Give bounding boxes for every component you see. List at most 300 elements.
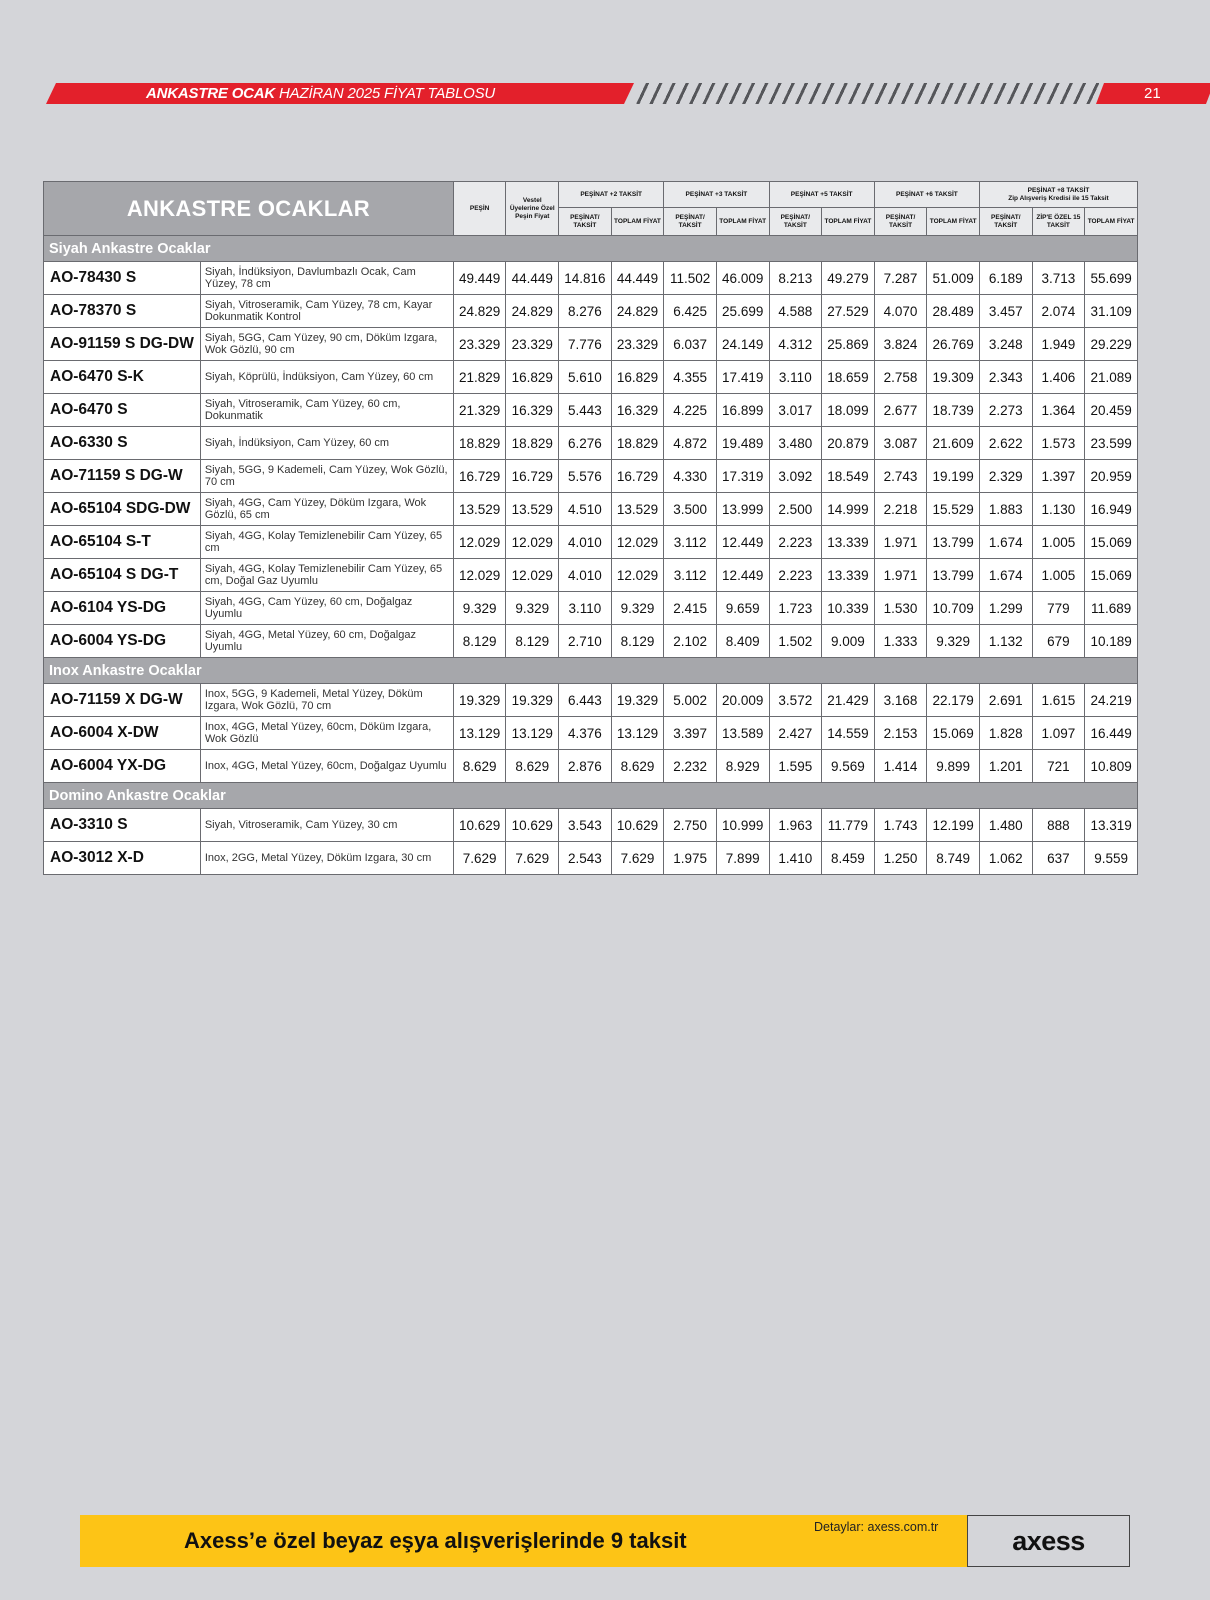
model-description: Siyah, 4GG, Cam Yüzey, Döküm Izgara, Wok Gözlü, 65 cm: [200, 493, 453, 526]
price-cell: 1.005: [1032, 559, 1085, 592]
price-cell: 7.287: [874, 262, 927, 295]
price-cell: 7.899: [716, 842, 769, 875]
price-cell: 2.218: [874, 493, 927, 526]
price-cell: 1.062: [979, 842, 1032, 875]
price-cell: 6.276: [559, 427, 612, 460]
price-cell: 779: [1032, 592, 1085, 625]
price-cell: 3.480: [769, 427, 822, 460]
header-title-bold: ANKASTRE OCAK: [146, 85, 276, 102]
price-cell: 4.070: [874, 295, 927, 328]
price-cell: 8.629: [611, 750, 664, 783]
price-cell: 10.629: [506, 809, 559, 842]
model-description: Siyah, Köprülü, İndüksiyon, Cam Yüzey, 60 cm: [200, 361, 453, 394]
price-cell: 16.899: [716, 394, 769, 427]
sub-zip-15-taksit: ZİP'E ÖZEL 15 TAKSİT: [1032, 208, 1085, 236]
price-cell: 679: [1032, 625, 1085, 658]
price-cell: 2.273: [979, 394, 1032, 427]
table-row: [44, 625, 1138, 658]
table-row: [44, 361, 1138, 394]
col-pesin: PEŞİN: [453, 182, 506, 236]
price-cell: 3.500: [664, 493, 717, 526]
price-cell: 11.779: [822, 809, 875, 842]
price-cell: 4.355: [664, 361, 717, 394]
price-cell: 6.037: [664, 328, 717, 361]
price-cell: 18.739: [927, 394, 980, 427]
price-cell: 1.414: [874, 750, 927, 783]
price-cell: 8.409: [716, 625, 769, 658]
price-cell: 44.449: [506, 262, 559, 295]
price-cell: 5.002: [664, 684, 717, 717]
price-cell: 1.674: [979, 526, 1032, 559]
price-cell: 7.776: [559, 328, 612, 361]
price-cell: 9.329: [927, 625, 980, 658]
price-cell: 3.092: [769, 460, 822, 493]
footer-banner: [80, 1515, 1130, 1567]
table-row: [44, 460, 1138, 493]
price-cell: 3.713: [1032, 262, 1085, 295]
price-cell: 8.276: [559, 295, 612, 328]
price-cell: 3.168: [874, 684, 927, 717]
price-cell: 17.419: [716, 361, 769, 394]
price-cell: 1.502: [769, 625, 822, 658]
model-description: Siyah, Vitroseramik, Cam Yüzey, 60 cm, Dokunmatik: [200, 394, 453, 427]
price-cell: 20.009: [716, 684, 769, 717]
price-cell: 721: [1032, 750, 1085, 783]
price-cell: 8.629: [453, 750, 506, 783]
price-cell: 2.500: [769, 493, 822, 526]
price-cell: 49.279: [822, 262, 875, 295]
price-cell: 24.829: [611, 295, 664, 328]
model-code: AO-65104 S-T: [44, 526, 201, 559]
model-code: AO-78370 S: [44, 295, 201, 328]
model-code: AO-71159 X DG-W: [44, 684, 201, 717]
sub-pesinat-taksit: PEŞİNAT/ TAKSİT: [769, 208, 822, 236]
price-cell: 8.213: [769, 262, 822, 295]
axess-logo: axess: [967, 1515, 1130, 1567]
model-code: AO-65104 S DG-T: [44, 559, 201, 592]
price-cell: 16.729: [611, 460, 664, 493]
price-cell: 1.364: [1032, 394, 1085, 427]
price-cell: 2.427: [769, 717, 822, 750]
model-description: Inox, 4GG, Metal Yüzey, 60cm, Döküm Izgara, Wok Gözlü: [200, 717, 453, 750]
model-code: AO-6470 S-K: [44, 361, 201, 394]
price-cell: 15.069: [927, 717, 980, 750]
price-cell: 13.529: [453, 493, 506, 526]
col-vestel: Vestel Üyelerine Özel Peşin Fiyat: [506, 182, 559, 236]
price-cell: 2.153: [874, 717, 927, 750]
model-description: Siyah, Vitroseramik, Cam Yüzey, 30 cm: [200, 809, 453, 842]
footer-details-link[interactable]: Detaylar: axess.com.tr: [814, 1520, 939, 1534]
price-cell: 11.689: [1085, 592, 1138, 625]
price-cell: 1.132: [979, 625, 1032, 658]
price-cell: 9.329: [611, 592, 664, 625]
price-cell: 9.329: [506, 592, 559, 625]
model-code: AO-71159 S DG-W: [44, 460, 201, 493]
model-description: Siyah, 4GG, Metal Yüzey, 60 cm, Doğalgaz Uyumlu: [200, 625, 453, 658]
price-cell: 1.406: [1032, 361, 1085, 394]
price-cell: 6.425: [664, 295, 717, 328]
price-cell: 23.329: [506, 328, 559, 361]
price-table: [43, 181, 1138, 875]
group-8-subtitle: Zip Alışveriş Kredisi ile 15 Taksit: [1008, 194, 1109, 202]
price-cell: 18.829: [506, 427, 559, 460]
table-row: [44, 427, 1138, 460]
price-cell: 3.087: [874, 427, 927, 460]
section-title: Domino Ankastre Ocaklar: [44, 783, 1138, 809]
price-cell: 1.097: [1032, 717, 1085, 750]
price-cell: 3.112: [664, 526, 717, 559]
sub-toplam-fiyat: TOPLAM FİYAT: [822, 208, 875, 236]
price-cell: 20.879: [822, 427, 875, 460]
price-cell: 9.559: [1085, 842, 1138, 875]
price-cell: 1.299: [979, 592, 1032, 625]
price-cell: 12.029: [453, 559, 506, 592]
price-cell: 1.743: [874, 809, 927, 842]
price-cell: 10.999: [716, 809, 769, 842]
price-cell: 10.339: [822, 592, 875, 625]
price-cell: 22.179: [927, 684, 980, 717]
section-title: Siyah Ankastre Ocaklar: [44, 236, 1138, 262]
price-cell: 1.480: [979, 809, 1032, 842]
price-cell: 2.415: [664, 592, 717, 625]
sub-toplam-fiyat: TOPLAM FİYAT: [611, 208, 664, 236]
model-code: AO-6104 YS-DG: [44, 592, 201, 625]
price-cell: 18.829: [611, 427, 664, 460]
price-cell: 2.223: [769, 559, 822, 592]
price-cell: 24.219: [1085, 684, 1138, 717]
price-cell: 4.588: [769, 295, 822, 328]
price-cell: 2.876: [559, 750, 612, 783]
price-cell: 2.232: [664, 750, 717, 783]
price-cell: 21.089: [1085, 361, 1138, 394]
price-cell: 3.543: [559, 809, 612, 842]
price-cell: 19.489: [716, 427, 769, 460]
price-cell: 23.599: [1085, 427, 1138, 460]
price-cell: 2.750: [664, 809, 717, 842]
sub-pesinat-taksit: PEŞİNAT/ TAKSİT: [559, 208, 612, 236]
price-cell: 1.723: [769, 592, 822, 625]
price-cell: 20.959: [1085, 460, 1138, 493]
price-cell: 24.829: [506, 295, 559, 328]
price-cell: 11.502: [664, 262, 717, 295]
price-cell: 2.102: [664, 625, 717, 658]
table-row: [44, 526, 1138, 559]
price-cell: 888: [1032, 809, 1085, 842]
price-cell: 13.529: [611, 493, 664, 526]
price-cell: 2.710: [559, 625, 612, 658]
price-cell: 16.949: [1085, 493, 1138, 526]
price-cell: 10.189: [1085, 625, 1138, 658]
price-cell: 29.229: [1085, 328, 1138, 361]
price-cell: 9.329: [453, 592, 506, 625]
group-8-title: PEŞİNAT +8 TAKSİT: [1027, 186, 1090, 194]
price-cell: 13.319: [1085, 809, 1138, 842]
price-cell: 1.250: [874, 842, 927, 875]
price-cell: 18.549: [822, 460, 875, 493]
price-cell: 4.225: [664, 394, 717, 427]
price-cell: 5.443: [559, 394, 612, 427]
price-cell: 9.899: [927, 750, 980, 783]
price-cell: 16.729: [453, 460, 506, 493]
price-cell: 6.443: [559, 684, 612, 717]
price-cell: 51.009: [927, 262, 980, 295]
price-cell: 3.824: [874, 328, 927, 361]
price-cell: 1.975: [664, 842, 717, 875]
price-cell: 13.129: [506, 717, 559, 750]
price-cell: 16.449: [1085, 717, 1138, 750]
price-cell: 16.329: [611, 394, 664, 427]
price-cell: 3.248: [979, 328, 1032, 361]
table-row: [44, 842, 1138, 875]
model-description: Siyah, İndüksiyon, Davlumbazlı Ocak, Cam Yüzey, 78 cm: [200, 262, 453, 295]
price-cell: 2.543: [559, 842, 612, 875]
sub-toplam-fiyat: TOPLAM FİYAT: [716, 208, 769, 236]
price-cell: 3.112: [664, 559, 717, 592]
price-cell: 2.622: [979, 427, 1032, 460]
group-3-taksit: PEŞİNAT +3 TAKSİT: [664, 182, 769, 208]
price-cell: 4.330: [664, 460, 717, 493]
price-cell: 3.572: [769, 684, 822, 717]
model-description: Inox, 5GG, 9 Kademeli, Metal Yüzey, Döküm Izgara, Wok Gözlü, 70 cm: [200, 684, 453, 717]
price-cell: 28.489: [927, 295, 980, 328]
price-cell: 49.449: [453, 262, 506, 295]
table-row: [44, 809, 1138, 842]
price-cell: 10.809: [1085, 750, 1138, 783]
price-cell: 13.339: [822, 559, 875, 592]
price-cell: 12.029: [506, 559, 559, 592]
price-cell: 1.530: [874, 592, 927, 625]
price-cell: 5.576: [559, 460, 612, 493]
model-code: AO-3310 S: [44, 809, 201, 842]
section-header-row: [44, 236, 1138, 262]
price-cell: 1.883: [979, 493, 1032, 526]
table-row: [44, 559, 1138, 592]
price-cell: 8.129: [611, 625, 664, 658]
price-cell: 2.691: [979, 684, 1032, 717]
model-code: AO-6004 YX-DG: [44, 750, 201, 783]
price-cell: 13.589: [716, 717, 769, 750]
price-cell: 3.397: [664, 717, 717, 750]
price-cell: 24.149: [716, 328, 769, 361]
price-cell: 1.201: [979, 750, 1032, 783]
header-stripes: [636, 83, 1099, 104]
table-row: [44, 493, 1138, 526]
model-code: AO-6470 S: [44, 394, 201, 427]
price-cell: 4.376: [559, 717, 612, 750]
price-cell: 13.999: [716, 493, 769, 526]
model-description: Siyah, İndüksiyon, Cam Yüzey, 60 cm: [200, 427, 453, 460]
table-row: [44, 592, 1138, 625]
model-description: Siyah, 4GG, Kolay Temizlenebilir Cam Yüzey, 65 cm, Doğal Gaz Uyumlu: [200, 559, 453, 592]
price-cell: 3.110: [769, 361, 822, 394]
header-title: [146, 85, 495, 102]
price-cell: 8.129: [453, 625, 506, 658]
price-cell: 8.929: [716, 750, 769, 783]
price-cell: 18.099: [822, 394, 875, 427]
price-cell: 13.529: [506, 493, 559, 526]
price-cell: 13.129: [453, 717, 506, 750]
model-code: AO-3012 X-D: [44, 842, 201, 875]
model-description: Siyah, 4GG, Cam Yüzey, 60 cm, Doğalgaz Uyumlu: [200, 592, 453, 625]
price-cell: 12.449: [716, 559, 769, 592]
model-description: Siyah, 5GG, Cam Yüzey, 90 cm, Döküm Izgara, Wok Gözlü, 90 cm: [200, 328, 453, 361]
price-cell: 13.339: [822, 526, 875, 559]
price-cell: 23.329: [453, 328, 506, 361]
price-cell: 12.029: [453, 526, 506, 559]
sub-pesinat-taksit: PEŞİNAT/ TAKSİT: [664, 208, 717, 236]
price-cell: 12.449: [716, 526, 769, 559]
group-8-taksit: [979, 182, 1137, 208]
table-row: [44, 262, 1138, 295]
price-cell: 19.329: [611, 684, 664, 717]
price-cell: 16.829: [506, 361, 559, 394]
model-description: Inox, 2GG, Metal Yüzey, Döküm Izgara, 30 cm: [200, 842, 453, 875]
price-cell: 6.189: [979, 262, 1032, 295]
price-cell: 15.069: [1085, 526, 1138, 559]
model-description: Siyah, Vitroseramik, Cam Yüzey, 78 cm, Kayar Dokunmatik Kontrol: [200, 295, 453, 328]
price-cell: 10.709: [927, 592, 980, 625]
price-cell: 31.109: [1085, 295, 1138, 328]
price-cell: 19.199: [927, 460, 980, 493]
price-cell: 19.329: [506, 684, 559, 717]
price-cell: 2.074: [1032, 295, 1085, 328]
table-row: [44, 717, 1138, 750]
price-cell: 1.615: [1032, 684, 1085, 717]
price-cell: 1.130: [1032, 493, 1085, 526]
price-cell: 16.329: [506, 394, 559, 427]
price-cell: 4.510: [559, 493, 612, 526]
price-cell: 1.333: [874, 625, 927, 658]
price-cell: 25.869: [822, 328, 875, 361]
price-cell: 1.674: [979, 559, 1032, 592]
price-cell: 1.828: [979, 717, 1032, 750]
price-cell: 13.799: [927, 526, 980, 559]
price-cell: 8.459: [822, 842, 875, 875]
price-cell: 2.343: [979, 361, 1032, 394]
price-cell: 7.629: [506, 842, 559, 875]
section-header-row: [44, 783, 1138, 809]
price-cell: 9.569: [822, 750, 875, 783]
model-code: AO-6004 YS-DG: [44, 625, 201, 658]
group-5-taksit: PEŞİNAT +5 TAKSİT: [769, 182, 874, 208]
price-cell: 25.699: [716, 295, 769, 328]
price-cell: 21.829: [453, 361, 506, 394]
price-cell: 10.629: [611, 809, 664, 842]
price-cell: 7.629: [611, 842, 664, 875]
price-cell: 46.009: [716, 262, 769, 295]
price-cell: 24.829: [453, 295, 506, 328]
price-cell: 1.410: [769, 842, 822, 875]
price-cell: 2.743: [874, 460, 927, 493]
price-cell: 1.005: [1032, 526, 1085, 559]
price-cell: 26.769: [927, 328, 980, 361]
price-cell: 5.610: [559, 361, 612, 394]
section-title: Inox Ankastre Ocaklar: [44, 658, 1138, 684]
model-description: Inox, 4GG, Metal Yüzey, 60cm, Doğalgaz Uyumlu: [200, 750, 453, 783]
price-cell: 3.110: [559, 592, 612, 625]
price-cell: 3.457: [979, 295, 1032, 328]
price-cell: 7.629: [453, 842, 506, 875]
price-cell: 19.309: [927, 361, 980, 394]
model-code: AO-6004 X-DW: [44, 717, 201, 750]
price-cell: 13.129: [611, 717, 664, 750]
price-cell: 1.963: [769, 809, 822, 842]
price-cell: 44.449: [611, 262, 664, 295]
price-cell: 2.758: [874, 361, 927, 394]
price-cell: 637: [1032, 842, 1085, 875]
price-cell: 18.829: [453, 427, 506, 460]
table-row: [44, 328, 1138, 361]
price-cell: 2.223: [769, 526, 822, 559]
price-cell: 1.573: [1032, 427, 1085, 460]
model-code: AO-6330 S: [44, 427, 201, 460]
price-cell: 2.329: [979, 460, 1032, 493]
price-cell: 1.595: [769, 750, 822, 783]
table-body: [44, 236, 1138, 875]
price-cell: 12.029: [611, 559, 664, 592]
footer-promo-text: Axess’e özel beyaz eşya alışverişlerinde 9 taksit: [184, 1528, 687, 1553]
price-cell: 14.999: [822, 493, 875, 526]
group-6-taksit: PEŞİNAT +6 TAKSİT: [874, 182, 979, 208]
table-row: [44, 295, 1138, 328]
price-cell: 16.729: [506, 460, 559, 493]
price-cell: 4.010: [559, 526, 612, 559]
group-2-taksit: PEŞİNAT +2 TAKSİT: [559, 182, 664, 208]
page-header: [46, 83, 1166, 104]
price-cell: 4.872: [664, 427, 717, 460]
model-code: AO-78430 S: [44, 262, 201, 295]
table-row: [44, 684, 1138, 717]
sub-pesinat-taksit: PEŞİNAT/ TAKSİT: [979, 208, 1032, 236]
header-title-rest: HAZİRAN 2025 FİYAT TABLOSU: [279, 85, 496, 102]
price-cell: 55.699: [1085, 262, 1138, 295]
price-cell: 15.069: [1085, 559, 1138, 592]
page-number: 21: [1144, 85, 1161, 102]
price-cell: 1.971: [874, 559, 927, 592]
price-cell: 14.559: [822, 717, 875, 750]
price-cell: 3.017: [769, 394, 822, 427]
price-cell: 27.529: [822, 295, 875, 328]
sub-pesinat-taksit: PEŞİNAT/ TAKSİT: [874, 208, 927, 236]
table-row: [44, 750, 1138, 783]
price-cell: 17.319: [716, 460, 769, 493]
price-cell: 20.459: [1085, 394, 1138, 427]
model-description: Siyah, 4GG, Kolay Temizlenebilir Cam Yüzey, 65 cm: [200, 526, 453, 559]
price-cell: 23.329: [611, 328, 664, 361]
price-cell: 1.971: [874, 526, 927, 559]
price-cell: 8.629: [506, 750, 559, 783]
price-cell: 8.129: [506, 625, 559, 658]
price-cell: 1.949: [1032, 328, 1085, 361]
price-cell: 1.397: [1032, 460, 1085, 493]
price-cell: 21.429: [822, 684, 875, 717]
price-cell: 9.659: [716, 592, 769, 625]
price-cell: 15.529: [927, 493, 980, 526]
sub-toplam-fiyat: TOPLAM FİYAT: [1085, 208, 1138, 236]
sub-toplam-fiyat: TOPLAM FİYAT: [927, 208, 980, 236]
price-cell: 12.029: [506, 526, 559, 559]
section-header-row: [44, 658, 1138, 684]
price-cell: 2.677: [874, 394, 927, 427]
price-cell: 9.009: [822, 625, 875, 658]
model-code: AO-91159 S DG-DW: [44, 328, 201, 361]
price-cell: 4.010: [559, 559, 612, 592]
table-row: [44, 394, 1138, 427]
price-cell: 13.799: [927, 559, 980, 592]
price-cell: 10.629: [453, 809, 506, 842]
price-cell: 8.749: [927, 842, 980, 875]
model-code: AO-65104 SDG-DW: [44, 493, 201, 526]
